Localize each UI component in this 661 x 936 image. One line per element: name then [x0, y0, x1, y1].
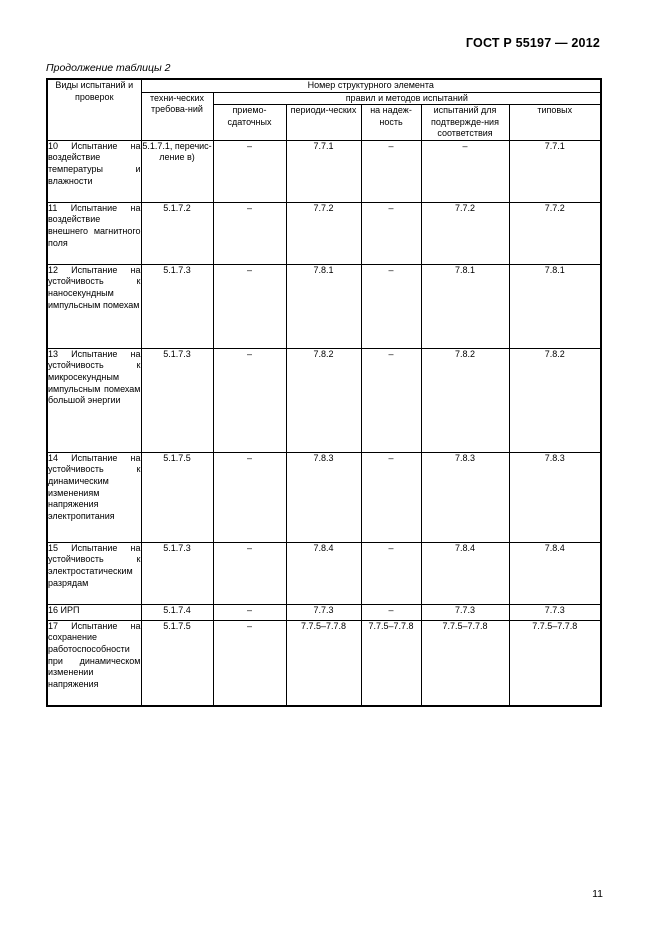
- cell-conformity: –: [421, 140, 509, 202]
- cell-technical: 5.1.7.4: [141, 604, 213, 620]
- cell-reliability: –: [361, 264, 421, 348]
- cell-reliability: –: [361, 348, 421, 452]
- cell-conformity: 7.8.2: [421, 348, 509, 452]
- cell-reliability: –: [361, 452, 421, 542]
- cell-technical: 5.1.7.5: [141, 452, 213, 542]
- cell-technical: 5.1.7.3: [141, 542, 213, 604]
- cell-technical: 5.1.7.5: [141, 620, 213, 706]
- header-reliability: на надеж-ность: [361, 105, 421, 141]
- table-row: [47, 542, 601, 604]
- cell-technical: 5.1.7.2: [141, 202, 213, 264]
- cell-periodic: 7.7.2: [286, 202, 361, 264]
- cell-periodic: 7.7.3: [286, 604, 361, 620]
- table-row: [47, 452, 601, 542]
- header-row-1: [47, 79, 601, 92]
- cell-typical: 7.8.2: [509, 348, 601, 452]
- table-row: [47, 202, 601, 264]
- table-body: [47, 140, 601, 706]
- table-caption: Продолжение таблицы 2: [46, 62, 171, 74]
- cell-acceptance: –: [213, 542, 286, 604]
- requirements-table: [46, 78, 602, 707]
- cell-conformity: 7.7.2: [421, 202, 509, 264]
- cell-conformity: 7.7.5–7.7.8: [421, 620, 509, 706]
- cell-typical: 7.7.2: [509, 202, 601, 264]
- cell-conformity: 7.8.4: [421, 542, 509, 604]
- cell-reliability: –: [361, 604, 421, 620]
- cell-technical: 5.1.7.3: [141, 348, 213, 452]
- cell-reliability: –: [361, 140, 421, 202]
- cell-typical: 7.7.3: [509, 604, 601, 620]
- cell-periodic: 7.8.1: [286, 264, 361, 348]
- cell-typical: 7.8.1: [509, 264, 601, 348]
- cell-conformity: 7.7.3: [421, 604, 509, 620]
- cell-conformity: 7.8.1: [421, 264, 509, 348]
- header-typical: типовых: [509, 105, 601, 141]
- cell-reliability: 7.7.5–7.7.8: [361, 620, 421, 706]
- cell-typical: 7.8.3: [509, 452, 601, 542]
- cell-acceptance: –: [213, 264, 286, 348]
- header-structural-element: Номер структурного элемента: [141, 79, 601, 92]
- cell-test-name: 17 Испытание на сохранение работоспособности при динамическом изменении напряжения: [47, 620, 141, 706]
- header-conformity: испытаний для подтвержде-ния соответствия: [421, 105, 509, 141]
- table-container: [46, 78, 600, 707]
- cell-typical: 7.7.5–7.7.8: [509, 620, 601, 706]
- table-row: [47, 620, 601, 706]
- cell-periodic: 7.8.2: [286, 348, 361, 452]
- cell-test-name: 14 Испытание на устойчивость к динамическим изменениям напряжения электропитания: [47, 452, 141, 542]
- standard-header: ГОСТ Р 55197 — 2012: [465, 36, 600, 50]
- cell-test-name: 15 Испытание на устойчивость к электростатическим разрядам: [47, 542, 141, 604]
- cell-periodic: 7.7.5–7.7.8: [286, 620, 361, 706]
- table-row: [47, 140, 601, 202]
- cell-periodic: 7.7.1: [286, 140, 361, 202]
- cell-test-name: 12 Испытание на устойчивость к наносекундным импульсным помехам: [47, 264, 141, 348]
- table-row: [47, 604, 601, 620]
- cell-acceptance: –: [213, 604, 286, 620]
- page-number: 11: [592, 888, 603, 900]
- cell-test-name: 11 Испытание на воздействие внешнего магнитного поля: [47, 202, 141, 264]
- cell-test-name: 13 Испытание на устойчивость к микросекундным импульсным помехам большой энергии: [47, 348, 141, 452]
- cell-reliability: –: [361, 542, 421, 604]
- cell-technical: 5.1.7.3: [141, 264, 213, 348]
- cell-acceptance: –: [213, 620, 286, 706]
- header-technical-requirements: техни-ческих требова-ний: [141, 92, 213, 140]
- cell-typical: 7.7.1: [509, 140, 601, 202]
- header-periodic: периоди-ческих: [286, 105, 361, 141]
- cell-acceptance: –: [213, 452, 286, 542]
- table-header: [47, 79, 601, 140]
- table-row: [47, 348, 601, 452]
- cell-test-name: 16 ИРП: [47, 604, 141, 620]
- header-test-types: Виды испытаний и проверок: [47, 79, 141, 140]
- cell-reliability: –: [361, 202, 421, 264]
- table-row: [47, 264, 601, 348]
- cell-acceptance: –: [213, 140, 286, 202]
- cell-typical: 7.8.4: [509, 542, 601, 604]
- cell-acceptance: –: [213, 202, 286, 264]
- cell-technical: 5.1.7.1, перечис-ление в): [141, 140, 213, 202]
- cell-test-name: 10 Испытание на воздействие температуры и влажности: [47, 140, 141, 202]
- cell-periodic: 7.8.3: [286, 452, 361, 542]
- cell-periodic: 7.8.4: [286, 542, 361, 604]
- cell-conformity: 7.8.3: [421, 452, 509, 542]
- header-acceptance: приемо-сдаточных: [213, 105, 286, 141]
- cell-acceptance: –: [213, 348, 286, 452]
- header-rules-and-methods: правил и методов испытаний: [213, 92, 601, 105]
